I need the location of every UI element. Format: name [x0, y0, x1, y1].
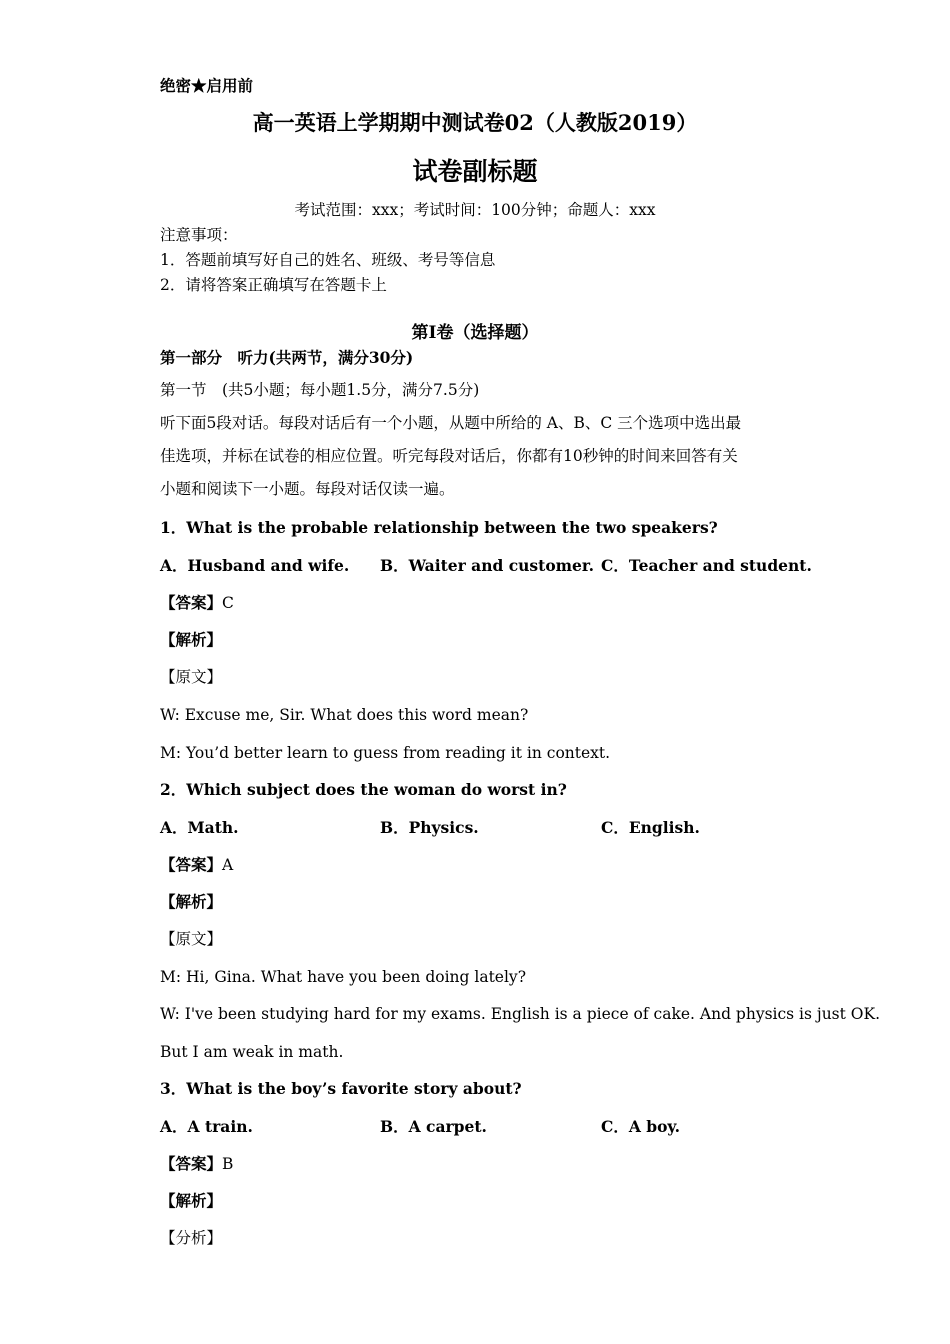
- part-title: 第一部分 听力(共两节，满分30分): [160, 348, 414, 367]
- notes-heading: 注意事项：: [160, 226, 238, 244]
- instruction-line: 听下面5段对话。每段对话后有一个小题，从题中所给的 A、B、C 三个选项中选出最: [160, 414, 742, 432]
- question-stem: 1．What is the probable relationship between the two speakers?: [160, 518, 718, 537]
- analysis-label: 【解析】: [160, 1191, 223, 1210]
- option-a: A．Husband and wife.: [160, 556, 350, 575]
- transcript-line: But I am weak in math.: [160, 1043, 344, 1061]
- transcript-line: M: Hi, Gina. What have you been doing lately?: [160, 968, 526, 986]
- answer-label: 【答案】: [160, 593, 223, 612]
- option-c: C．A boy.: [601, 1117, 681, 1136]
- question-stem: 3．What is the boy’s favorite story about?: [160, 1079, 522, 1098]
- answer-line: [160, 855, 233, 875]
- instruction-line: 小题和阅读下一小题。每段对话仅读一遍。: [160, 480, 455, 498]
- option-b: B．Waiter and customer.: [380, 556, 595, 575]
- fenxi-label: 【分析】: [160, 1229, 223, 1247]
- transcript-line: M: You’d better learn to guess from reading it in context.: [160, 744, 611, 762]
- exam-title: 高一英语上学期期中测试卷02（人教版2019）: [252, 110, 698, 135]
- transcript-line: W: I've been studying hard for my exams. English is a piece of cake. And physics is just OK.: [160, 1005, 881, 1023]
- option-c: C．English.: [601, 818, 700, 837]
- exam-info: 考试范围：xxx；考试时间：100分钟；命题人：xxx: [294, 201, 656, 219]
- answer-value: C: [222, 594, 234, 612]
- answer-line: [160, 1154, 233, 1174]
- volume-title: 第I卷（选择题）: [411, 323, 539, 343]
- option-c: C．Teacher and student.: [601, 556, 812, 575]
- instruction-line: 佳选项，并标在试卷的相应位置。听完每段对话后，你都有10秒钟的时间来回答有关: [160, 447, 738, 465]
- original-label: 【原文】: [160, 930, 223, 948]
- answer-value: B: [222, 1155, 234, 1173]
- note-item: 1．答题前填写好自己的姓名、班级、考号等信息: [160, 251, 496, 269]
- answer-line: [160, 593, 234, 613]
- section-title: 第一节 (共5小题；每小题1.5分，满分7.5分): [160, 381, 480, 399]
- exam-subtitle: 试卷副标题: [412, 157, 538, 186]
- option-a: A．Math.: [160, 818, 239, 837]
- answer-label: 【答案】: [160, 1154, 223, 1173]
- analysis-label: 【解析】: [160, 630, 223, 649]
- question-stem: 2．Which subject does the woman do worst in?: [160, 780, 567, 799]
- note-item: 2．请将答案正确填写在答题卡上: [160, 276, 387, 294]
- secret-label: 绝密★启用前: [160, 76, 254, 95]
- option-b: B．A carpet.: [380, 1117, 487, 1136]
- transcript-line: W: Excuse me, Sir. What does this word mean?: [160, 706, 529, 724]
- answer-value: A: [222, 856, 234, 874]
- original-label: 【原文】: [160, 668, 223, 686]
- option-b: B．Physics.: [380, 818, 479, 837]
- option-a: A．A train.: [160, 1117, 253, 1136]
- answer-label: 【答案】: [160, 855, 223, 874]
- analysis-label: 【解析】: [160, 892, 223, 911]
